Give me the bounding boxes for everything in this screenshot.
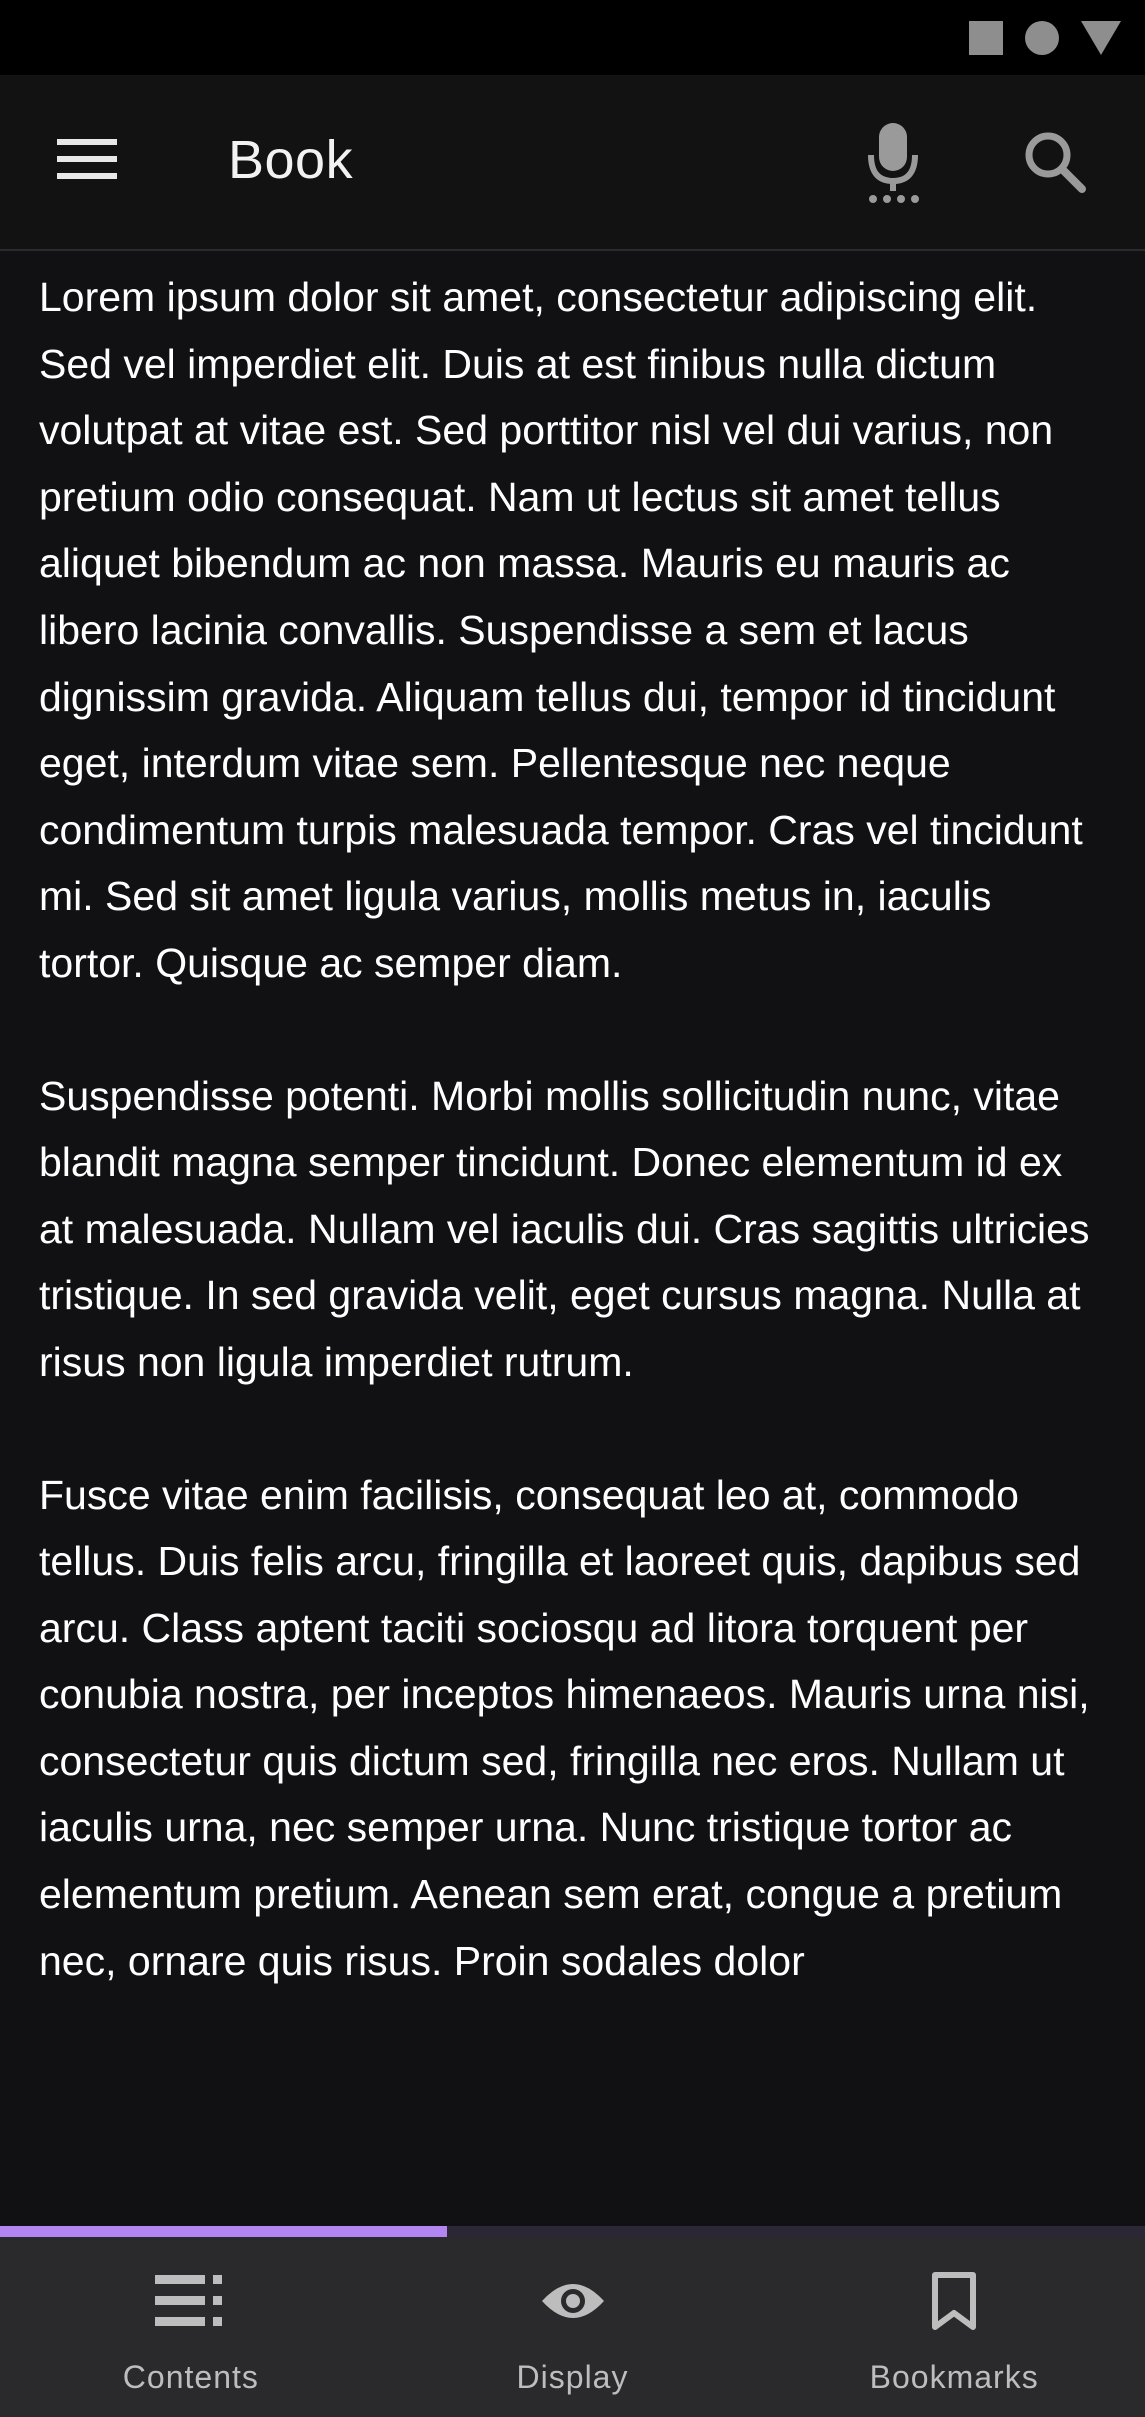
mic-icon bbox=[865, 121, 921, 205]
nav-item-contents[interactable] bbox=[0, 2237, 382, 2417]
contents-list-icon bbox=[155, 2273, 227, 2329]
signal-triangle-icon bbox=[1081, 21, 1121, 55]
menu-button[interactable] bbox=[38, 117, 136, 201]
app-bar bbox=[0, 75, 1145, 251]
status-icons bbox=[969, 20, 1121, 56]
bottom-nav bbox=[0, 2237, 1145, 2417]
voice-search-button[interactable] bbox=[848, 113, 938, 213]
eye-icon bbox=[540, 2279, 606, 2323]
search-button[interactable] bbox=[1010, 117, 1100, 207]
reading-progress-fill bbox=[0, 2226, 447, 2237]
menu-icon bbox=[57, 137, 117, 181]
record-circle-icon bbox=[1025, 21, 1059, 55]
book-paragraph: Lorem ipsum dolor sit amet, consectetur adipiscing elit. Sed vel imperdiet elit. Duis at est finibus nulla dictum volutpat at vitae est. Sed porttitor nisl vel dui varius, non pretium odio consequat. Nam ut lectus sit amet tellus aliquet bibendum ac non massa. Mauris eu mauris ac libero lacinia convallis. Suspendisse a sem et lacus dignissim gravida. Aliquam tellus dui, tempor id tincidunt eget, interdum vitae sem. Pellentesque nec neque condimentum turpis malesuada tempor. Cras vel tincidunt mi. Sed sit amet ligula varius, mollis metus in, iaculis tortor. Quisque ac semper diam. bbox=[39, 274, 1083, 986]
stop-square-icon bbox=[969, 21, 1003, 55]
book-paragraph: Suspendisse potenti. Morbi mollis sollicitudin nunc, vitae blandit magna semper tincidunt. Donec elementum id ex at malesuada. Nullam vel iaculis dui. Cras sagittis ultricies tristique. In sed gravida velit, eget cursus magna. Nulla at risus non ligula imperdiet rutrum. bbox=[39, 1072, 1090, 1385]
book-content[interactable] bbox=[0, 251, 1145, 2226]
nav-label-bookmarks: Bookmarks bbox=[869, 2359, 1039, 2395]
page-title: Book bbox=[228, 130, 354, 190]
reading-progress-bar[interactable] bbox=[0, 2226, 1145, 2237]
nav-item-bookmarks[interactable] bbox=[763, 2237, 1145, 2417]
book-paragraph: Fusce vitae enim facilisis, consequat leo at, commodo tellus. Duis felis arcu, fringilla et laoreet quis, dapibus sed arcu. Class aptent taciti sociosqu ad litora torquent per conubia nostra, per inceptos himenaeos. Mauris urna nisi, consectetur quis dictum sed, fringilla nec eros. Nullam ut iaculis urna, nec semper urna. Nunc tristique tortor ac elementum pretium. Aenean sem erat, congue a pretium nec, ornare quis risus. Proin sodales dolor bbox=[39, 1471, 1090, 1984]
nav-label-contents: Contents bbox=[122, 2359, 259, 2395]
status-bar bbox=[0, 0, 1145, 75]
nav-item-display[interactable] bbox=[382, 2237, 764, 2417]
search-icon bbox=[1024, 131, 1086, 193]
bookmark-icon bbox=[930, 2271, 978, 2331]
nav-label-display: Display bbox=[516, 2359, 629, 2395]
